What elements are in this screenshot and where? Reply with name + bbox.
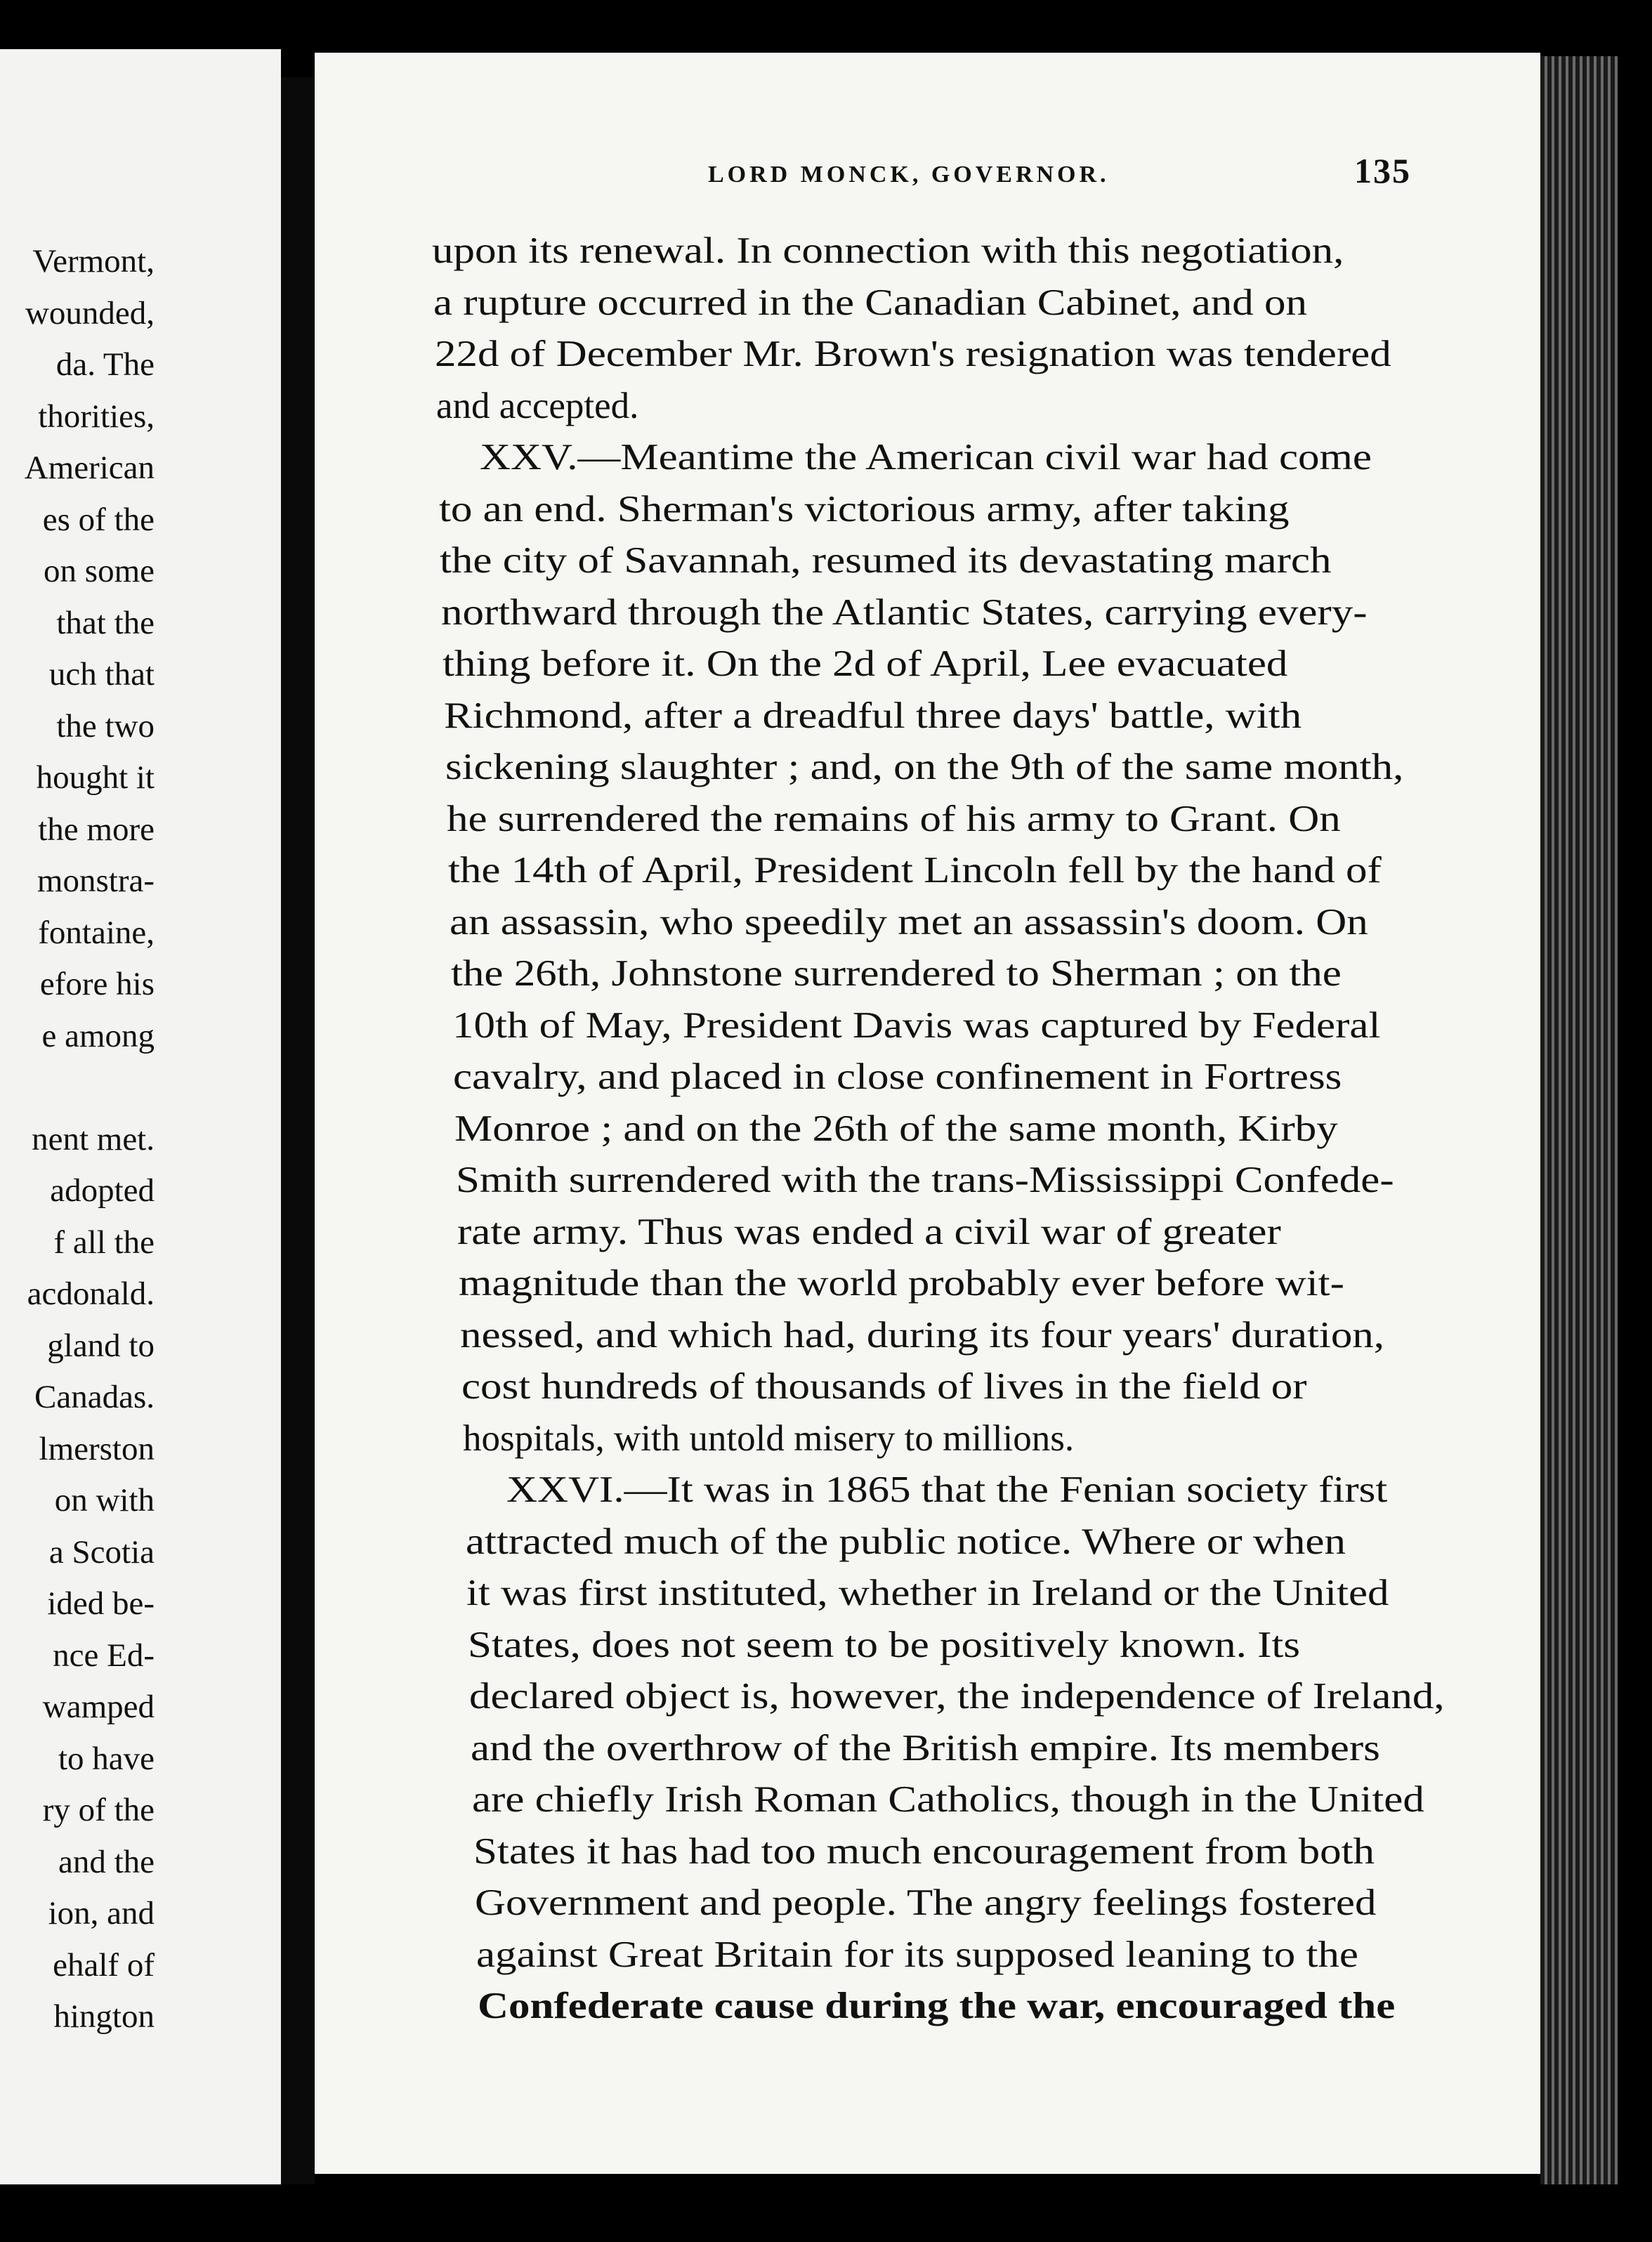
body-line: Monroe ; and on the 26th of the same month, Kirby	[454, 1108, 1338, 1149]
left-page-line: acdonald.	[27, 1276, 155, 1312]
left-page-line: monstra-	[37, 863, 155, 899]
left-page-line: the more	[38, 811, 155, 848]
left-page-line: nent met.	[32, 1120, 155, 1158]
body-line: cost hundreds of thousands of lives in the field or	[461, 1366, 1307, 1407]
left-page-line: and the	[58, 1843, 155, 1880]
body-line: hospitals, with untold misery to millions.	[463, 1417, 1075, 1459]
left-page-line: the two	[56, 707, 155, 745]
body-line: a rupture occurred in the Canadian Cabinet, and on	[433, 282, 1307, 323]
page-edges	[1540, 56, 1618, 2184]
left-page-line: es of the	[42, 501, 155, 538]
left-page-line: efore his	[39, 966, 155, 1002]
body-line: States, does not seem to be positively known. Its	[468, 1624, 1301, 1665]
body-line: Confederate cause during the war, encouraged the	[478, 1986, 1396, 2026]
body-line: 22d of December Mr. Brown's resignation was tendered	[435, 334, 1391, 374]
left-page-line: ehalf of	[53, 1946, 155, 1984]
left-page-line: ion, and	[48, 1895, 155, 1932]
left-page-line: to have	[58, 1740, 155, 1777]
body-line: northward through the Atlantic States, carrying every-	[441, 591, 1368, 633]
body-line: 10th of May, President Davis was captured by Federal	[452, 1004, 1381, 1046]
body-line: and the overthrow of the British empire. Its members	[471, 1727, 1380, 1769]
body-line: cavalry, and placed in close confinement in Fortress	[453, 1056, 1342, 1097]
left-page-line: gland to	[47, 1327, 155, 1364]
body-line: against Great Britain for its supposed leaning to the	[476, 1934, 1358, 1975]
left-page-line: fontaine,	[38, 914, 155, 951]
body-line: rate army. Thus was ended a civil war of greater	[457, 1211, 1281, 1252]
left-page-line: that the	[56, 604, 155, 641]
left-page-line: lmerston	[39, 1430, 155, 1467]
body-line: Smith surrendered with the trans-Mississippi Confede-	[456, 1160, 1394, 1200]
left-page-line: wounded,	[25, 294, 155, 332]
left-page-line: nce Ed-	[53, 1637, 155, 1674]
body-line: declared object is, however, the independence of Ireland,	[469, 1676, 1445, 1717]
body-line: nessed, and which had, during its four years' duration,	[460, 1314, 1385, 1356]
body-line: the city of Savannah, resumed its devastating march	[440, 540, 1332, 581]
left-page	[0, 49, 281, 2184]
body-line: the 26th, Johnstone surrendered to Sherman ; on the	[451, 953, 1342, 994]
left-page-line: on some	[44, 553, 155, 589]
left-page-line: American	[24, 450, 155, 486]
body-line: it was first instituted, whether in Ireland or the United	[466, 1573, 1389, 1613]
left-page-line: adopted	[50, 1172, 155, 1209]
page-number: 135	[1354, 151, 1411, 190]
body-line: an assassin, who speedily met an assassin's doom. On	[450, 901, 1368, 943]
left-page-line: hington	[53, 1998, 155, 2035]
body-line: XXVI.—It was in 1865 that the Fenian society first	[506, 1469, 1388, 1510]
body-line: the 14th of April, President Lincoln fell by the hand of	[448, 850, 1382, 891]
left-page-line: da. The	[55, 346, 155, 383]
left-page-line: on with	[54, 1482, 155, 1519]
body-line: Government and people. The angry feelings fostered	[475, 1882, 1377, 1923]
body-line: upon its renewal. In connection with this negotiation,	[432, 230, 1344, 271]
body-line: sickening slaughter ; and, on the 9th of the same month,	[445, 747, 1404, 787]
body-line: Richmond, after a dreadful three days' battle, with	[444, 695, 1302, 736]
body-line: thing before it. On the 2d of April, Lee evacuated	[442, 643, 1288, 684]
left-page-line: a Scotia	[48, 1533, 155, 1571]
left-page-line: thorities,	[38, 398, 155, 435]
body-line: States it has had too much encouragement from both	[473, 1830, 1375, 1872]
running-head-title: LORD MONCK, GOVERNOR.	[708, 162, 1110, 188]
left-page-line: f all the	[53, 1224, 155, 1261]
left-page-line: hought it	[36, 759, 155, 796]
body-line: are chiefly Irish Roman Catholics, though in the United	[472, 1779, 1424, 1820]
body-line: he surrendered the remains of his army to Grant. On	[447, 798, 1341, 839]
left-page-line: e among	[41, 1017, 155, 1054]
body-line: attracted much of the public notice. Where or when	[466, 1521, 1346, 1562]
left-page-line: ry of the	[42, 1792, 155, 1828]
body-line: XXV.—Meantime the American civil war had come	[480, 437, 1372, 478]
left-page-line: Vermont,	[32, 243, 155, 280]
left-page-line: ided be-	[47, 1585, 155, 1622]
book-gutter	[281, 77, 315, 2184]
left-page-line: wamped	[42, 1689, 155, 1725]
left-page-line: Canadas.	[34, 1379, 155, 1415]
body-line: to an end. Sherman's victorious army, after taking	[439, 488, 1290, 530]
left-page-line: uch that	[48, 656, 155, 693]
body-line: and accepted.	[436, 385, 639, 426]
body-line: magnitude than the world probably ever before wit-	[459, 1263, 1344, 1304]
